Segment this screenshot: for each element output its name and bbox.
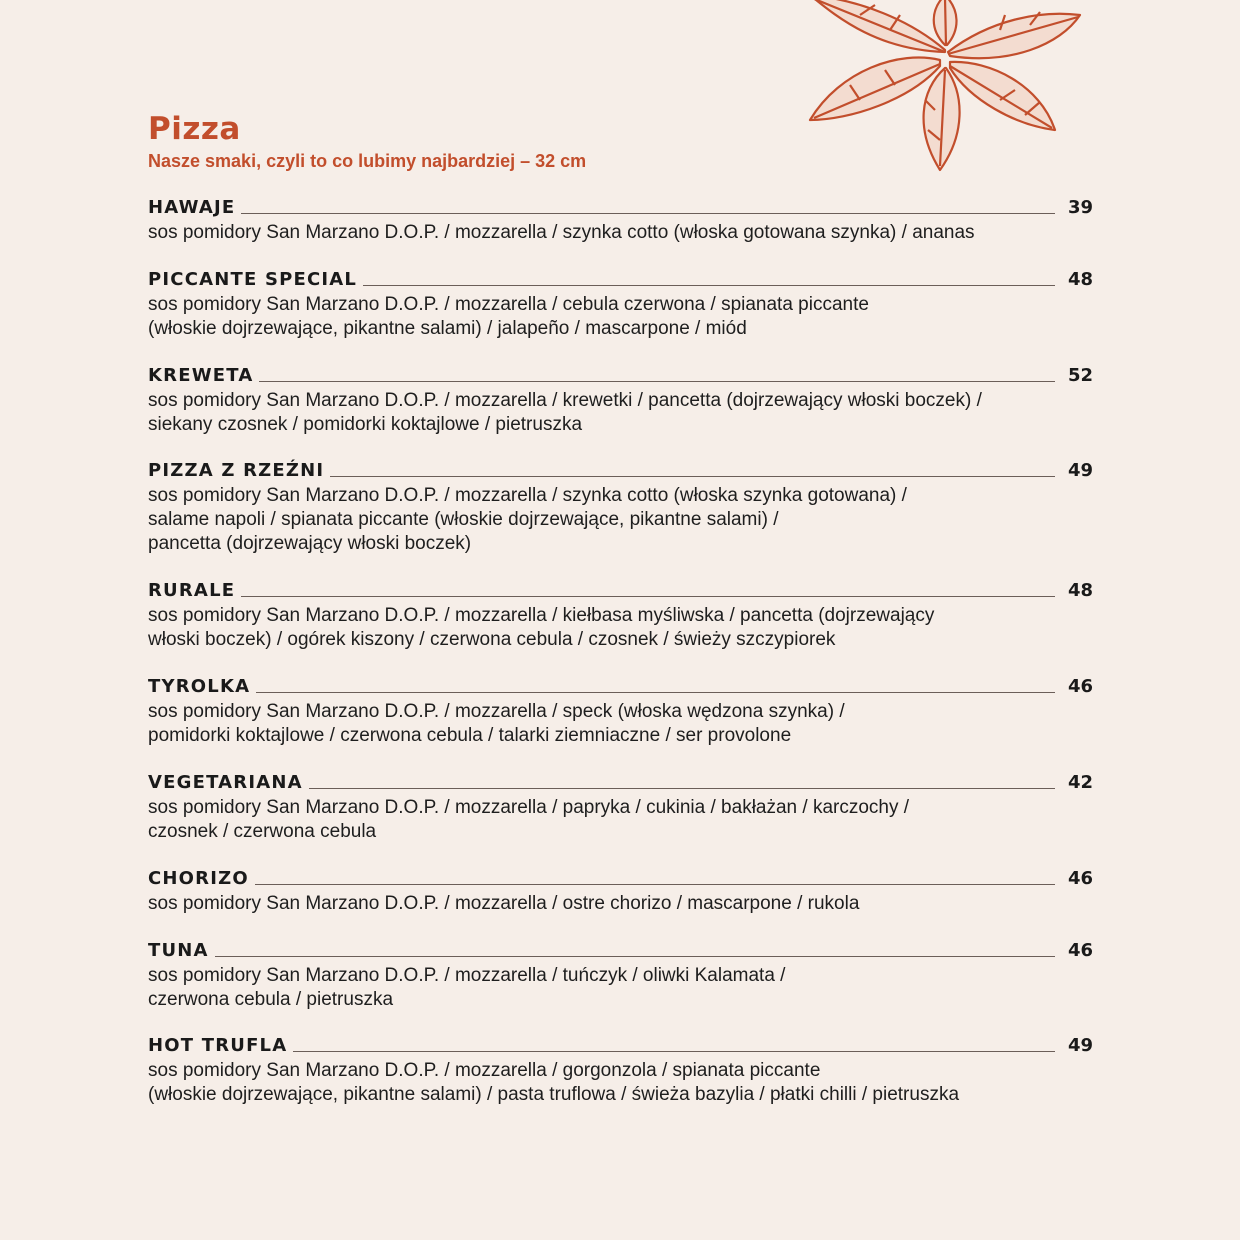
menu-item bbox=[148, 361, 1093, 456]
section-header bbox=[148, 110, 586, 172]
section-title: Pizza bbox=[148, 111, 241, 147]
dotted-leader bbox=[241, 213, 1055, 214]
dotted-leader bbox=[215, 956, 1055, 957]
menu-item bbox=[148, 936, 1093, 1031]
dotted-leader bbox=[255, 884, 1055, 885]
item-name: VEGETARIANA bbox=[148, 772, 303, 793]
item-name: CHORIZO bbox=[148, 868, 249, 889]
item-description: sos pomidory San Marzano D.O.P. / mozzarella / cebula czerwona / spianata piccante (włoskie dojrzewające, pikantne salami) / jalapeño / mascarpone / miód bbox=[148, 294, 869, 339]
item-description: sos pomidory San Marzano D.O.P. / mozzarella / szynka cotto (włoska gotowana szynka) / ananas bbox=[148, 222, 975, 243]
item-description: sos pomidory San Marzano D.O.P. / mozzarella / gorgonzola / spianata piccante (włoskie dojrzewające, pikantne salami) / pasta truflowa / świeża bazylia / płatki chilli / pietruszka bbox=[148, 1060, 960, 1105]
dotted-leader bbox=[330, 476, 1055, 477]
item-name: RURALE bbox=[148, 580, 236, 601]
dotted-leader bbox=[259, 381, 1055, 382]
item-name: KREWETA bbox=[148, 365, 254, 386]
item-description: sos pomidory San Marzano D.O.P. / mozzarella / ostre chorizo / mascarpone / rukola bbox=[148, 893, 860, 914]
menu-item bbox=[148, 456, 1093, 576]
menu-list bbox=[148, 193, 1093, 1103]
item-description: sos pomidory San Marzano D.O.P. / mozzarella / szynka cotto (włoska szynka gotowana) / salame napoli / spianata piccante (włoskie dojrzewające, pikantne salami) / pancetta (dojrzewający włoski boczek) bbox=[148, 485, 907, 554]
dotted-leader bbox=[241, 596, 1055, 597]
item-price: 46 bbox=[1067, 868, 1093, 889]
item-description: sos pomidory San Marzano D.O.P. / mozzarella / papryka / cukinia / bakłażan / karczochy / czosnek / czerwona cebula bbox=[148, 797, 910, 842]
dotted-leader bbox=[309, 788, 1055, 789]
item-name: TUNA bbox=[148, 940, 209, 961]
dotted-leader bbox=[293, 1051, 1055, 1052]
item-description: sos pomidory San Marzano D.O.P. / mozzarella / tuńczyk / oliwki Kalamata / czerwona cebula / pietruszka bbox=[148, 965, 786, 1010]
item-name: TYROLKA bbox=[148, 676, 251, 697]
item-price: 39 bbox=[1067, 197, 1093, 218]
menu-item bbox=[148, 265, 1093, 361]
item-name: HOT TRUFLA bbox=[148, 1035, 288, 1056]
menu-item bbox=[148, 672, 1093, 768]
item-price: 49 bbox=[1067, 460, 1093, 481]
item-price: 46 bbox=[1067, 940, 1093, 961]
section-subtitle: Nasze smaki, czyli to co lubimy najbardziej – 32 cm bbox=[148, 151, 587, 171]
item-price: 42 bbox=[1067, 772, 1093, 793]
dotted-leader bbox=[256, 692, 1055, 693]
item-description: sos pomidory San Marzano D.O.P. / mozzarella / kiełbasa myśliwska / pancetta (dojrzewający włoski boczek) / ogórek kiszony / czerwona cebula / czosnek / świeży szczypiorek bbox=[148, 605, 935, 650]
basil-leaves-icon bbox=[800, 0, 1090, 175]
menu-item bbox=[148, 1031, 1093, 1103]
item-description: sos pomidory San Marzano D.O.P. / mozzarella / speck (włoska wędzona szynka) / pomidorki koktajlowe / czerwona cebula / talarki ziemniaczne / ser provolone bbox=[148, 701, 845, 746]
menu-item bbox=[148, 864, 1093, 936]
menu-item bbox=[148, 576, 1093, 672]
item-price: 46 bbox=[1067, 676, 1093, 697]
item-name: PIZZA Z RZEŹNI bbox=[148, 460, 325, 481]
item-price: 48 bbox=[1067, 269, 1093, 290]
dotted-leader bbox=[363, 285, 1055, 286]
item-price: 49 bbox=[1067, 1035, 1093, 1056]
item-price: 48 bbox=[1067, 580, 1093, 601]
menu-item bbox=[148, 768, 1093, 864]
item-name: HAWAJE bbox=[148, 197, 236, 218]
item-name: PICCANTE SPECIAL bbox=[148, 269, 358, 290]
item-description: sos pomidory San Marzano D.O.P. / mozzarella / krewetki / pancetta (dojrzewający włoski boczek) / siekany czosnek / pomidorki koktajlowe / pietruszka bbox=[148, 390, 982, 435]
item-price: 52 bbox=[1067, 365, 1093, 386]
menu-item bbox=[148, 193, 1093, 265]
